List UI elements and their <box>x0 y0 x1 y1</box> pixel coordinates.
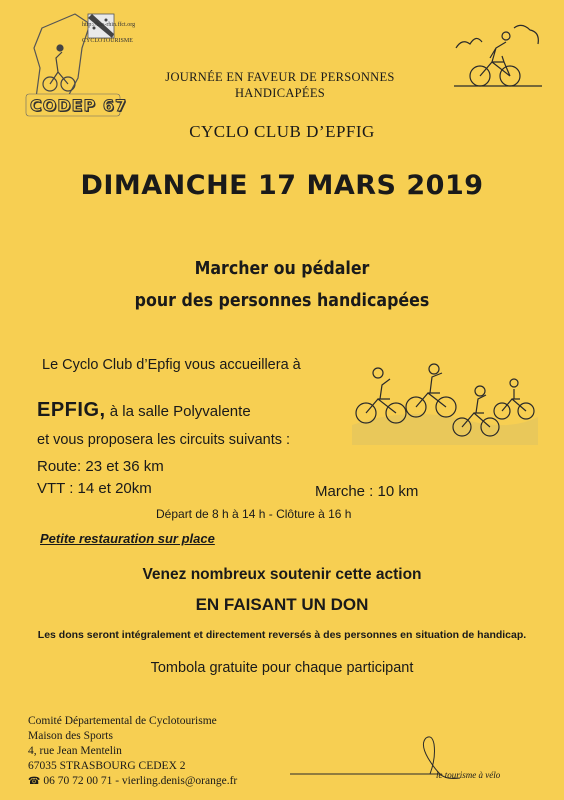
schedule-text: Départ de 8 h à 14 h - Clôture à 16 h <box>156 507 352 521</box>
catering-note: Petite restauration sur place <box>40 531 215 546</box>
donation-heading: EN FAISANT UN DON <box>195 595 369 614</box>
family-cyclists-illustration <box>350 355 540 445</box>
route-circuits: Route: 23 et 36 km <box>37 458 164 475</box>
walk-circuit: Marche : 10 km <box>315 483 419 500</box>
codep-url: http://bas-rhin.ffct.org <box>82 22 136 28</box>
codep-subtitle: CYCLOTOURISME <box>82 38 133 44</box>
circuits-intro: et vous proposera les circuits suivants : <box>37 432 291 448</box>
address-line4: 67035 STRASBOURG CEDEX 2 <box>28 760 186 772</box>
welcome-text: Le Cyclo Club d’Epfig vous accueillera à <box>42 357 301 373</box>
tourisme-velo-text: le tourisme à vélo <box>436 770 501 780</box>
contact-line <box>28 774 237 789</box>
call-to-action: Venez nombreux soutenir cette action <box>142 566 422 583</box>
subtitle-line2: pour des personnes handicapées <box>134 290 430 311</box>
donation-info: Les dons seront intégralement et directement reversés à des personnes en situation de handicap. <box>37 629 527 641</box>
venue-town: EPFIG, <box>37 399 106 421</box>
phone-icon: ☎ <box>28 776 41 787</box>
event-subtitle <box>34 253 530 317</box>
club-name: CYCLO CLUB D’EPFIG <box>189 122 375 141</box>
tourisme-velo-logo <box>290 728 550 790</box>
address-line2: Maison des Sports <box>28 730 113 742</box>
codep-name: CODEP 67 <box>30 96 128 115</box>
event-purpose-line2: HANDICAPÉES <box>234 86 326 100</box>
address-line1: Comité Départemental de Cyclotourisme <box>28 715 217 727</box>
organizer-address <box>28 714 237 789</box>
cyclist-illustration <box>452 18 544 90</box>
venue-line <box>37 399 251 422</box>
venue-hall: à la salle Polyvalente <box>105 403 251 420</box>
raffle-text: Tombola gratuite pour chaque participant <box>150 660 414 676</box>
address-line3: 4, rue Jean Mentelin <box>28 745 122 757</box>
contact-text: 06 70 72 00 71 - vierling.denis@orange.fr <box>43 775 238 787</box>
event-purpose <box>130 69 430 101</box>
event-date: DIMANCHE 17 MARS 2019 <box>80 170 484 201</box>
subtitle-line1: Marcher ou pédaler <box>194 258 370 279</box>
vtt-circuits: VTT : 14 et 20km <box>37 480 152 497</box>
event-purpose-line1: JOURNÉE EN FAVEUR DE PERSONNES <box>165 70 395 84</box>
